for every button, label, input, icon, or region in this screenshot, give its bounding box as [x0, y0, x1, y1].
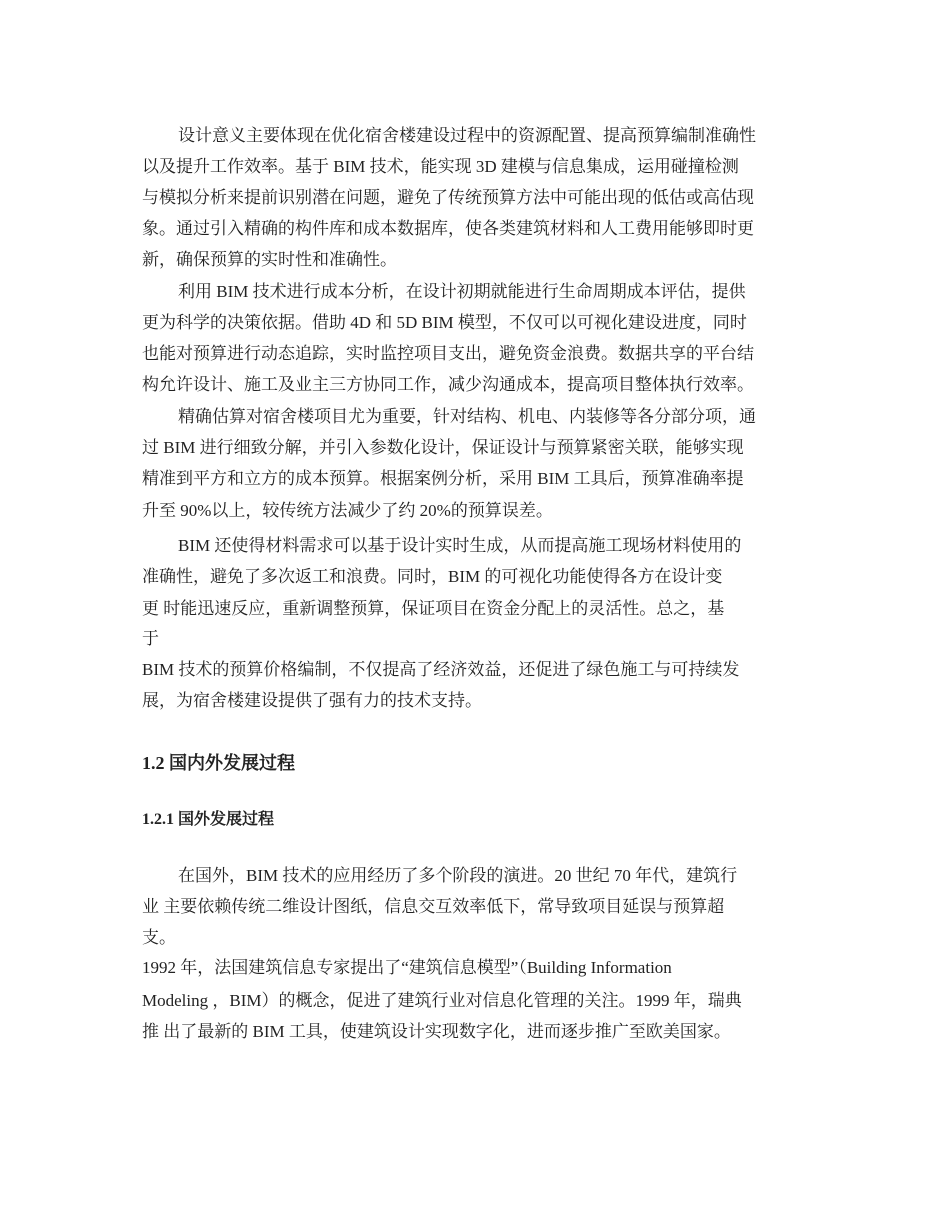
- text-line: 支。: [142, 928, 176, 947]
- subsection-heading: 1.2.1 国外发展过程: [142, 811, 275, 828]
- text-line: 与模拟分析来提前识别潜在问题，避免了传统预算方法中可能出现的低估或高估现: [142, 188, 754, 207]
- text-line: Modeling ，BIM）的概念，促进了建筑行业对信息化管理的关注。1999 年，瑞典: [142, 991, 742, 1010]
- text-line: 于: [142, 629, 159, 648]
- text-line: 象。通过引入精确的构件库和成本数据库，使各类建筑材料和人工费用能够即时更: [142, 219, 754, 238]
- text-line: 新，确保预算的实时性和准确性。: [142, 250, 397, 269]
- text-line: 更为科学的决策依据。借助 4D 和 5D BIM 模型，不仅可以可视化建设进度，同时: [142, 313, 747, 332]
- section-heading: 1.2 国内外发展过程: [142, 753, 295, 773]
- text-line: 在国外，BIM 技术的应用经历了多个阶段的演进。20 世纪 70 年代，建筑行: [178, 866, 738, 885]
- text-line: 准确性，避免了多次返工和浪费。同时，BIM 的可视化功能使得各方在设计变: [142, 567, 723, 586]
- text-line: 过 BIM 进行细致分解，并引入参数化设计，保证设计与预算紧密关联，能够实现: [142, 438, 744, 457]
- text-line: BIM 还使得材料需求可以基于设计实时生成，从而提高施工现场材料使用的: [178, 536, 742, 555]
- text-line: 更 时能迅速反应，重新调整预算，保证项目在资金分配上的灵活性。总之，基: [142, 599, 725, 618]
- text-line: 构允许设计、施工及业主三方协同工作，减少沟通成本，提高项目整体执行效率。: [142, 375, 754, 394]
- text-line: 推 出了最新的 BIM 工具，使建筑设计实现数字化，进而逐步推广至欧美国家。: [142, 1022, 731, 1041]
- text-line: 升至 90%以上，较传统方法减少了约 20%的预算误差。: [142, 501, 553, 520]
- text-line: 业 主要依赖传统二维设计图纸，信息交互效率低下，常导致项目延误与预算超: [142, 897, 725, 916]
- text-line: 利用 BIM 技术进行成本分析，在设计初期就能进行生命周期成本评估，提供: [178, 282, 746, 301]
- text-line: 1992 年，法国建筑信息专家提出了“建筑信息模型”（Building Information: [142, 958, 672, 977]
- text-line: 也能对预算进行动态追踪，实时监控项目支出，避免资金浪费。数据共享的平台结: [142, 344, 754, 363]
- text-line: 设计意义主要体现在优化宿舍楼建设过程中的资源配置、提高预算编制准确性: [178, 126, 756, 145]
- text-line: BIM 技术的预算价格编制，不仅提高了经济效益，还促进了绿色施工与可持续发: [142, 660, 740, 679]
- text-line: 以及提升工作效率。基于 BIM 技术，能实现 3D 建模与信息集成，运用碰撞检测: [142, 157, 739, 176]
- text-line: 精确估算对宿舍楼项目尤为重要，针对结构、机电、内装修等各分部分项，通: [178, 407, 756, 426]
- text-line: 精准到平方和立方的成本预算。根据案例分析，采用 BIM 工具后，预算准确率提: [142, 469, 744, 488]
- text-line: 展，为宿舍楼建设提供了强有力的技术支持。: [142, 691, 482, 710]
